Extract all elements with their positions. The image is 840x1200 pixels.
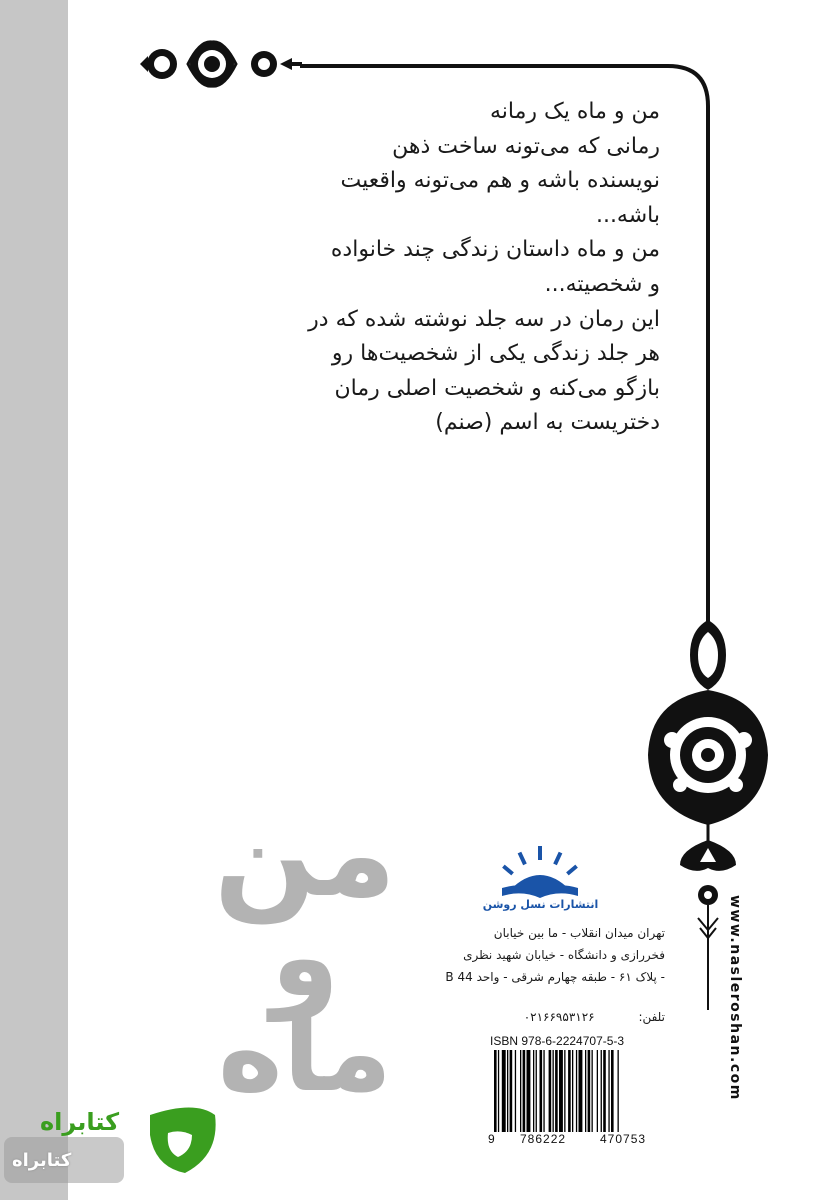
blurb-line: بازگو می‌کنه و شخصیت اصلی رمان bbox=[334, 375, 660, 401]
blurb-line: هر جلد زندگی یکی از شخصیت‌ها رو bbox=[331, 341, 660, 367]
title-word: و bbox=[270, 893, 340, 1021]
barcode-bar bbox=[588, 1050, 591, 1132]
publisher-phone bbox=[440, 1010, 665, 1024]
blurb-line: باشه... bbox=[595, 202, 660, 228]
barcode-bar bbox=[564, 1050, 565, 1132]
address-line: تهران میدان انقلاب - ما بین خیابان bbox=[493, 926, 665, 940]
barcode-digits-right: 470753 bbox=[600, 1132, 647, 1146]
barcode-bar bbox=[559, 1050, 563, 1132]
barcode-bar bbox=[498, 1050, 499, 1132]
barcode-bar bbox=[540, 1050, 543, 1132]
barcode-bar bbox=[585, 1050, 586, 1132]
phone-number: ۰۲۱۶۶۹۵۳۱۲۶ bbox=[523, 1010, 595, 1024]
blurb-line: من و ماه یک رمانه bbox=[490, 99, 660, 124]
watermark-text-bottom: کتابراه bbox=[12, 1150, 72, 1171]
blurb-line: این رمان در سه جلد نوشته شده که در bbox=[308, 306, 660, 332]
isbn-number: ISBN 978-6-2224707-5-3 bbox=[490, 1034, 625, 1048]
barcode-bar bbox=[597, 1050, 598, 1132]
publisher-address bbox=[440, 922, 665, 988]
barcode-digit-first: 9 bbox=[488, 1132, 495, 1146]
barcode-bar bbox=[576, 1050, 577, 1132]
phone-label: تلفن: bbox=[638, 1010, 665, 1024]
barcode-bar bbox=[611, 1050, 614, 1132]
barcode-bar bbox=[507, 1050, 508, 1132]
barcode-bar bbox=[549, 1050, 552, 1132]
blurb-line: و شخصیته... bbox=[544, 271, 660, 297]
barcode-bar bbox=[553, 1050, 554, 1132]
barcode-bar bbox=[494, 1050, 497, 1132]
barcode-bar bbox=[592, 1050, 593, 1132]
back-cover-blurb bbox=[308, 95, 660, 441]
blurb-line: نویسنده باشه و هم می‌تونه واقعیت bbox=[340, 168, 660, 194]
barcode-bar bbox=[527, 1050, 531, 1132]
address-line: - پلاک ۶۱ - طبقه چهارم شرقی - واحد 44 B bbox=[445, 970, 665, 984]
barcode-bar bbox=[555, 1050, 558, 1132]
barcode-bar bbox=[603, 1050, 606, 1132]
barcode-bar bbox=[572, 1050, 573, 1132]
book-title-art bbox=[175, 790, 435, 1100]
top-ornament-icon bbox=[140, 42, 302, 86]
publisher-website: www.nasleroshan.com bbox=[727, 895, 743, 1101]
barcode-digits-left: 786222 bbox=[520, 1132, 567, 1146]
barcode-bar bbox=[568, 1050, 571, 1132]
barcode-bar bbox=[618, 1050, 619, 1132]
blurb-line: دختریست به اسم (صنم) bbox=[435, 410, 660, 436]
barcode-bar bbox=[502, 1050, 506, 1132]
blurb-line: من و ماه داستان زندگی چند خانواده bbox=[330, 237, 660, 263]
barcode-bar bbox=[523, 1050, 526, 1132]
barcode-bar bbox=[608, 1050, 609, 1132]
barcode-bar bbox=[601, 1050, 602, 1132]
title-word: من bbox=[213, 790, 397, 924]
pendant-ornament-icon bbox=[648, 620, 768, 938]
barcode-bar bbox=[579, 1050, 583, 1132]
barcode-bar bbox=[520, 1050, 521, 1132]
address-line: فخررازی و دانشگاه - خیابان شهید نظری bbox=[463, 948, 665, 962]
watermark-text-top: کتابراه bbox=[40, 1108, 120, 1136]
barcode-bar bbox=[510, 1050, 513, 1132]
blurb-line: رمانی که می‌تونه ساخت ذهن bbox=[392, 133, 660, 159]
publisher-name: انتشارات نسل روشن bbox=[482, 898, 599, 911]
barcode-bar bbox=[515, 1050, 516, 1132]
barcode-bar bbox=[536, 1050, 537, 1132]
barcode-bar bbox=[543, 1050, 544, 1132]
barcode-bar bbox=[533, 1050, 534, 1132]
title-word: ماه bbox=[217, 988, 393, 1100]
